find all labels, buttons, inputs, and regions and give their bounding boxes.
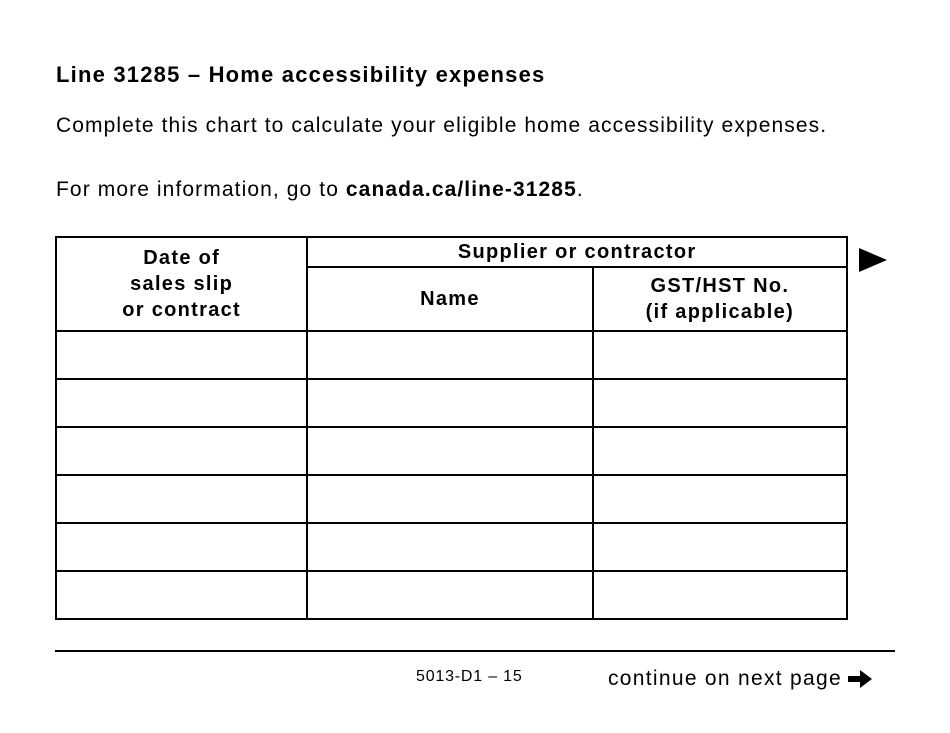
more-info-text: [56, 176, 584, 203]
name-cell[interactable]: [307, 571, 592, 619]
table-row: [56, 523, 847, 571]
more-info-link[interactable]: canada.ca/line-31285: [345, 178, 577, 201]
gst-cell[interactable]: [593, 475, 847, 523]
more-info-suffix: .: [576, 178, 584, 201]
continue-text: continue on next page: [608, 667, 842, 690]
name-cell[interactable]: [307, 331, 592, 379]
gst-cell[interactable]: [593, 379, 847, 427]
date-cell[interactable]: [56, 571, 307, 619]
date-cell[interactable]: [56, 331, 307, 379]
name-cell[interactable]: [307, 379, 592, 427]
gst-column-header: GST/HST No. (if applicable): [593, 267, 847, 331]
gst-cell[interactable]: [593, 571, 847, 619]
table-row: [56, 379, 847, 427]
supplier-column-header: Supplier or contractor: [307, 237, 847, 267]
gst-cell[interactable]: [593, 427, 847, 475]
name-cell[interactable]: [307, 475, 592, 523]
table-row: [56, 571, 847, 619]
continue-note: [608, 667, 874, 691]
name-cell[interactable]: [307, 427, 592, 475]
section-title: Line 31285 – Home accessibility expenses: [56, 62, 546, 87]
expenses-chart: [55, 236, 848, 620]
table-row: [56, 475, 847, 523]
right-triangle-icon: [859, 248, 887, 272]
page-number: 5013-D1 – 15: [416, 668, 523, 685]
date-cell[interactable]: [56, 427, 307, 475]
date-cell[interactable]: [56, 475, 307, 523]
table-row: [56, 331, 847, 379]
table-row: [56, 427, 847, 475]
name-cell[interactable]: [307, 523, 592, 571]
right-arrow-icon: [846, 667, 874, 691]
gst-cell[interactable]: [593, 523, 847, 571]
date-cell[interactable]: [56, 379, 307, 427]
instruction-text: Complete this chart to calculate your eligible home accessibility expenses.: [56, 114, 828, 137]
more-info-prefix: For more information, go to: [56, 178, 346, 201]
date-column-header: Date of sales slip or contract: [56, 237, 307, 331]
gst-cell[interactable]: [593, 331, 847, 379]
footer-divider: [55, 650, 895, 652]
name-column-header: Name: [307, 267, 592, 331]
date-cell[interactable]: [56, 523, 307, 571]
